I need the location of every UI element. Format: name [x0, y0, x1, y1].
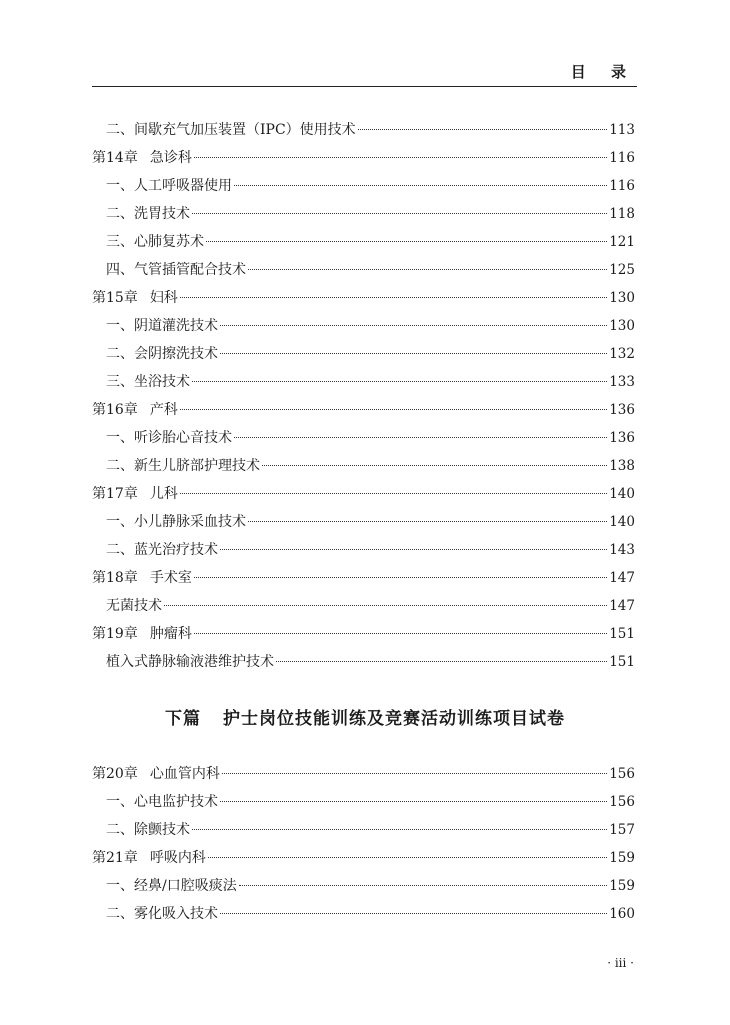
toc-section-entry[interactable]: [92, 536, 635, 564]
toc-section-entry[interactable]: [92, 312, 635, 340]
toc-chapter-number: 第20章: [92, 766, 138, 782]
toc-page-number: 130: [609, 318, 635, 334]
toc-dot-leader: [194, 157, 607, 158]
toc-page-number: 151: [609, 654, 635, 670]
toc-dot-leader: [192, 213, 607, 214]
toc-entry-title: 二、蓝光治疗技术: [106, 542, 218, 558]
running-header-title: 目 录: [570, 63, 636, 81]
toc-section-entry[interactable]: [92, 872, 635, 900]
toc-entry-title: 三、心肺复苏术: [106, 234, 204, 250]
toc-entry-title: 二、雾化吸入技术: [106, 906, 218, 922]
toc-dot-leader: [248, 521, 607, 522]
toc-dot-leader: [220, 913, 607, 914]
toc-dot-leader: [220, 353, 607, 354]
toc-page-number: 116: [609, 178, 635, 194]
toc-chapter-number: 第14章: [92, 150, 138, 166]
toc-page-number: 140: [609, 486, 635, 502]
toc-page-number: 159: [609, 878, 635, 894]
toc-chapter-entry[interactable]: [92, 480, 635, 508]
toc-entry-title: 一、人工呼吸器使用: [106, 178, 232, 194]
toc-entry-title: 一、听诊胎心音技术: [106, 430, 232, 446]
toc-page-number: 159: [609, 850, 635, 866]
toc-entry-title: 三、坐浴技术: [106, 374, 190, 390]
toc-page-number: 113: [609, 122, 635, 138]
toc-entry-title: 产科: [149, 402, 178, 418]
toc-chapter-entry[interactable]: [92, 760, 635, 788]
toc-dot-leader: [194, 577, 607, 578]
toc-dot-leader: [234, 437, 607, 438]
toc-entry-title: 植入式静脉输液港维护技术: [106, 654, 274, 670]
toc-section-entry[interactable]: [92, 816, 635, 844]
toc-section-entry[interactable]: [92, 788, 635, 816]
toc-page-number: 116: [609, 150, 635, 166]
toc-entry-title: 一、心电监护技术: [106, 794, 218, 810]
toc-section-entry[interactable]: [92, 228, 635, 256]
toc-page-number: 138: [609, 458, 635, 474]
toc-chapter-number: 第17章: [92, 486, 138, 502]
toc-page-number: 136: [609, 430, 635, 446]
toc-entry-title: 急诊科: [149, 150, 192, 166]
toc-section-entry[interactable]: [92, 116, 635, 144]
toc-dot-leader: [220, 549, 607, 550]
toc-chapter-number: 第19章: [92, 626, 138, 642]
toc-dot-leader: [220, 801, 607, 802]
toc-dot-leader: [239, 885, 608, 886]
toc-page-number: 136: [609, 402, 635, 418]
toc-section-entry[interactable]: [92, 368, 635, 396]
toc-dot-leader: [276, 661, 607, 662]
toc-dot-leader: [248, 269, 607, 270]
toc-section-entry[interactable]: [92, 648, 635, 676]
toc-chapter-entry[interactable]: [92, 396, 635, 424]
toc-dot-leader: [180, 493, 607, 494]
toc-chapter-number: 第15章: [92, 290, 138, 306]
toc-section-entry[interactable]: [92, 900, 635, 928]
toc-dot-leader: [358, 129, 608, 130]
toc-entry-title: 二、新生儿脐部护理技术: [106, 458, 260, 474]
part-heading: [0, 704, 730, 729]
toc-page-number: 133: [609, 374, 635, 390]
toc-page-number: 147: [609, 598, 635, 614]
toc-section-entry[interactable]: [92, 200, 635, 228]
toc-dot-leader: [192, 381, 607, 382]
toc-entry-title: 二、会阴擦洗技术: [106, 346, 218, 362]
toc-entry-title: 儿科: [149, 486, 178, 502]
toc-entry-title: 二、除颤技术: [106, 822, 190, 838]
toc-entry-title: 二、洗胃技术: [106, 206, 190, 222]
toc-dot-leader: [192, 829, 607, 830]
toc-chapter-number: 第18章: [92, 570, 138, 586]
toc-entry-title: 手术室: [149, 570, 192, 586]
toc-entry-title: 四、气管插管配合技术: [106, 262, 246, 278]
toc-entry-title: 呼吸内科: [149, 850, 206, 866]
toc-page-number: 118: [609, 206, 635, 222]
toc-dot-leader: [262, 465, 607, 466]
toc-entry-title: 无菌技术: [106, 598, 162, 614]
toc-page-number: 157: [609, 822, 635, 838]
toc-dot-leader: [220, 325, 607, 326]
toc-dot-leader: [206, 241, 607, 242]
toc-entry-title: 二、间歇充气加压装置（IPC）使用技术: [106, 122, 356, 138]
toc-section-entry[interactable]: [92, 256, 635, 284]
toc-list-lower: [92, 760, 635, 928]
toc-section-entry[interactable]: [92, 340, 635, 368]
toc-section-entry[interactable]: [92, 172, 635, 200]
toc-page-number: 160: [609, 906, 635, 922]
toc-chapter-number: 第16章: [92, 402, 138, 418]
toc-page-number: 156: [609, 766, 635, 782]
toc-section-entry[interactable]: [92, 592, 635, 620]
toc-page-number: 151: [609, 626, 635, 642]
toc-page-number: 156: [609, 794, 635, 810]
toc-dot-leader: [180, 409, 607, 410]
toc-entry-title: 心血管内科: [149, 766, 220, 782]
toc-chapter-entry[interactable]: [92, 144, 635, 172]
toc-dot-leader: [180, 297, 607, 298]
toc-chapter-entry[interactable]: [92, 284, 635, 312]
toc-page-number: 143: [609, 542, 635, 558]
toc-chapter-entry[interactable]: [92, 564, 635, 592]
toc-dot-leader: [222, 773, 607, 774]
toc-chapter-number: 第21章: [92, 850, 138, 866]
toc-entry-title: 一、经鼻/口腔吸痰法: [106, 878, 237, 894]
toc-list-upper: [92, 116, 635, 676]
toc-entry-title: 一、阴道灌洗技术: [106, 318, 218, 334]
part-label: 下篇: [165, 709, 201, 729]
part-title: 护士岗位技能训练及竞赛活动训练项目试卷: [223, 709, 565, 729]
toc-page-number: 140: [609, 514, 635, 530]
toc-chapter-entry[interactable]: [92, 844, 635, 872]
toc-chapter-entry[interactable]: [92, 620, 635, 648]
toc-section-entry[interactable]: [92, 508, 635, 536]
toc-section-entry[interactable]: [92, 452, 635, 480]
toc-entry-title: 妇科: [149, 290, 178, 306]
toc-dot-leader: [208, 857, 607, 858]
toc-dot-leader: [234, 185, 607, 186]
toc-page-number: 147: [609, 570, 635, 586]
toc-entry-title: 一、小儿静脉采血技术: [106, 514, 246, 530]
footer-page-number: · iii ·: [607, 956, 634, 970]
toc-entry-title: 肿瘤科: [149, 626, 192, 642]
header-rule: [92, 86, 637, 87]
toc-page-number: 121: [609, 234, 635, 250]
toc-page-number: 130: [609, 290, 635, 306]
toc-dot-leader: [194, 633, 607, 634]
toc-page-number: 132: [609, 346, 635, 362]
toc-dot-leader: [164, 605, 607, 606]
toc-page-number: 125: [609, 262, 635, 278]
toc-section-entry[interactable]: [92, 424, 635, 452]
